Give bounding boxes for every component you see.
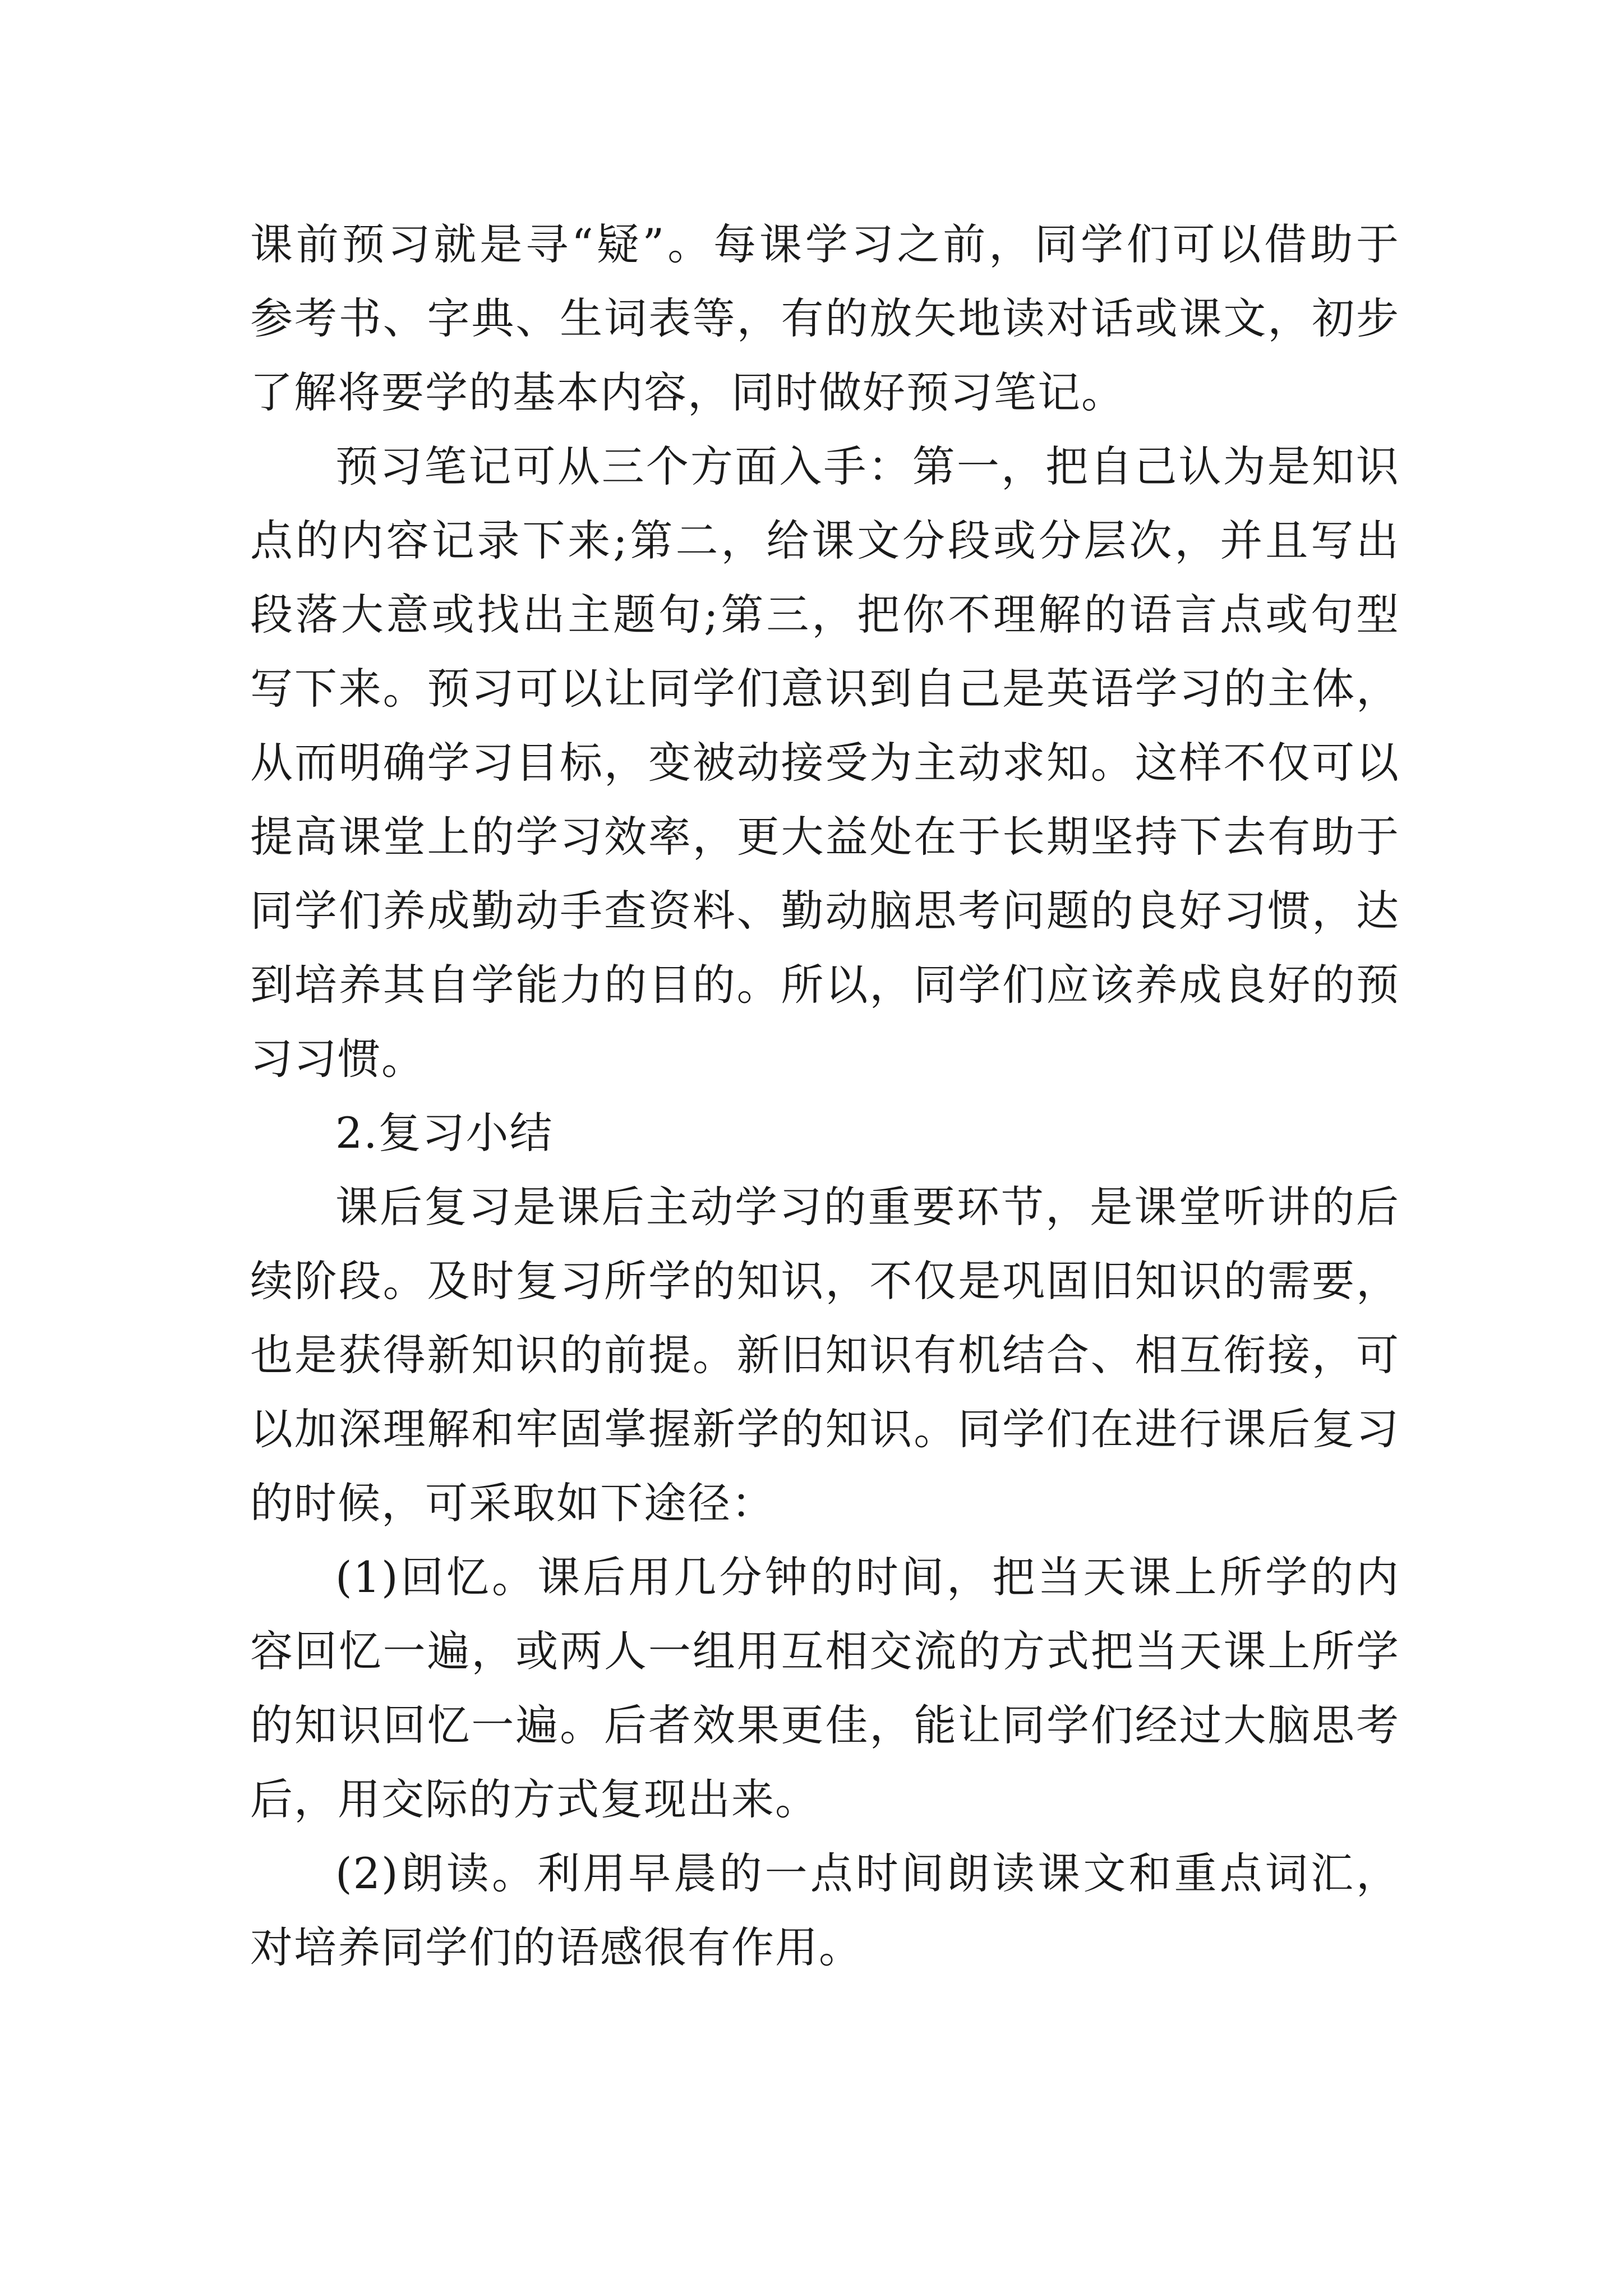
text-line: 了解将要学的基本内容，同时做好预习笔记。 [250, 367, 1125, 417]
text-line: 的知识回忆一遍。后者效果更佳，能让同学们经过大脑思考 [250, 1700, 1400, 1750]
text-line: (2)朗读。利用早晨的一点时间朗读课文和重点词汇， [335, 1848, 1400, 1898]
text-line: 容回忆一遍，或两人一组用互相交流的方式把当天课上所学 [250, 1626, 1400, 1676]
text-line: 习习惯。 [250, 1034, 425, 1084]
text-line: 也是获得新知识的前提。新旧知识有机结合、相互衔接，可 [250, 1330, 1400, 1380]
text-line: 以加深理解和牢固掌握新学的知识。同学们在进行课后复习 [250, 1404, 1400, 1454]
text-line: 提高课堂上的学习效率，更大益处在于长期坚持下去有助于 [250, 812, 1400, 862]
paragraph-read-aloud [250, 1837, 1400, 1985]
text-line: 参考书、字典、生词表等，有的放矢地读对话或课文，初步 [250, 293, 1400, 343]
section-heading [250, 1096, 1400, 1170]
text-line: 课前预习就是寻“疑”。每课学习之前，同学们可以借助于 [250, 219, 1400, 269]
document-body [250, 208, 1400, 1985]
text-line: 预习笔记可从三个方面入手：第一，把自己认为是知识 [335, 441, 1400, 491]
paragraph-intro [250, 208, 1400, 430]
text-line: (1)回忆。课后用几分钟的时间，把当天课上所学的内 [335, 1552, 1400, 1602]
text-line: 对培养同学们的语感很有作用。 [250, 1922, 863, 1972]
text-line: 点的内容记录下来;第二，给课文分段或分层次，并且写出 [250, 516, 1400, 565]
text-line: 后，用交际的方式复现出来。 [250, 1774, 819, 1824]
text-line: 写下来。预习可以让同学们意识到自己是英语学习的主体， [250, 664, 1400, 714]
paragraph-review [250, 1170, 1400, 1540]
text-line: 到培养其自学能力的目的。所以，同学们应该养成良好的预 [250, 960, 1400, 1010]
text-line: 段落大意或找出主题句;第三，把你不理解的语言点或句型 [250, 590, 1400, 639]
text-line: 续阶段。及时复习所学的知识，不仅是巩固旧知识的需要， [250, 1256, 1400, 1306]
heading-text: 2.复习小结 [335, 1108, 554, 1158]
text-line: 的时候，可采取如下途径： [250, 1478, 775, 1528]
text-line: 从而明确学习目标，变被动接受为主动求知。这样不仅可以 [250, 738, 1400, 788]
paragraph-recall [250, 1540, 1400, 1837]
text-line: 课后复习是课后主动学习的重要环节，是课堂听讲的后 [335, 1182, 1400, 1232]
paragraph-preview-notes [250, 430, 1400, 1096]
text-line: 同学们养成勤动手查资料、勤动脑思考问题的良好习惯，达 [250, 886, 1400, 936]
